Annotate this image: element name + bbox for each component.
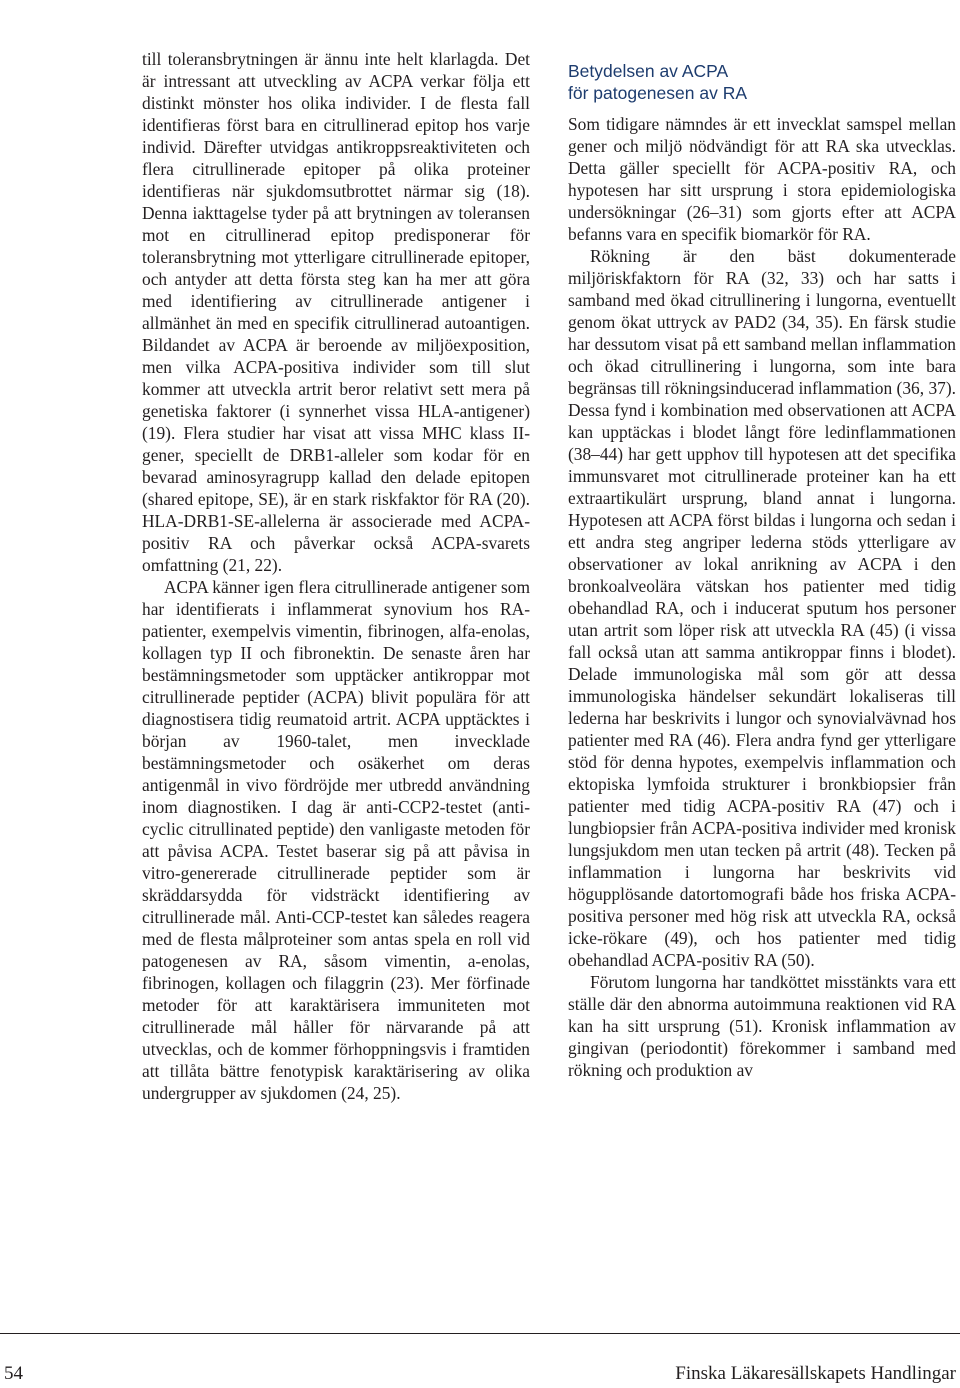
section-heading (568, 60, 956, 104)
footer-divider (0, 1333, 960, 1334)
page-number: 54 (4, 1363, 23, 1384)
journal-name: Finska Läkaresällskapets Handlingar (675, 1363, 956, 1384)
right-paragraph-1: Som tidigare nämndes är ett invecklat samspel mellan gener och miljö nödvändigt för att RA ska utvecklas. Detta gäller speciellt för ACPA-positiv RA, och hypotesen har sitt ursprung i stora epidemiologiska undersökningar (26–31) som gjorts efter att ACPA befanns vara en specifik biomarkör för RA. (568, 114, 956, 244)
right-paragraph-2: Rökning är den bäst dokumenterade miljöriskfaktorn för RA (32, 33) och har satts i samband med ökad citrullinering i lungorna, eventuellt genom ökat uttryck av PAD2 (34, 35). En färsk studie har dessutom visat på ett samband mellan inflammation och ökad citrullinering i lungorna, som inte bara begränsas till rökningsinducerad inflammation (36, 37). Dessa fynd i kombination med observationen att ACPA kan upptäckas i blodet långt före ledinflammationen (38–44) har gett upphov till hypotesen att det specifika immunsvaret mot citrullinerade proteiner kan ha ett extraartikulärt ursprung, bland annat i lungorna. Hypotesen att ACPA först bildas i lungorna och sedan i ett andra steg angriper lederna stöds ytterligare av observationer av lokal anrikning av ACPA i den bronkoalveolära vätskan hos patienter med tidig obehandlad RA, och i inducerat sputum hos personer utan artrit som löper risk att utveckla RA (45) (i vissa fall också utan att samma antikroppar finns i blodet). Delade immunologiska mål som gör att dessa immunologiska händelser sekundärt lokaliseras till lederna har beskrivits i lungor och synovialvävnad hos patienter med RA (46). Flera andra fynd ger ytterligare stöd för denna hypotes, exempelvis inflammation och ektopiska lymfoida strukturer i bronkbiopsier från patienter med tidig ACPA-positiv RA (47) och i lungbiopsier från ACPA-positiva individer med kronisk lungsjukdom men utan tecken på artrit (48). Tecken på inflammation i lungorna har beskrivits vid högupplösande datortomografi både hos friska ACPA-positiva personer med hög risk att utveckla RA, också icke-rökare (49), och hos patienter med tidig obehandlad ACPA-positiv RA (50). (568, 246, 956, 970)
left-text-column (142, 48, 530, 1104)
section-heading-line-1: Betydelsen av ACPA (568, 61, 729, 81)
left-paragraph-2: ACPA känner igen flera citrullinerade antigener som har identifierats i inflammerat synovium hos RA-patienter, exempelvis vimentin, fibrinogen, alfa-enolas, kollagen typ II och fibronektin. De senaste åren har bestämningsmetoder som upptäcker antikroppar mot citrullinerade peptider (ACPA) blivit populära för att diagnostisera tidig reumatoid artrit. ACPA upptäcktes i början av 1960-talet, men invecklade bestämningsmetoder och osäkerhet om deras antigenmål in vivo fördröjde mer utbredd användning inom diagnostiken. I dag är anti-CCP2-testet (anti-cyclic citrullinated peptide) den vanligaste metoden för att påvisa ACPA. Testet baserar sig på att påvisa in vitro-genererade citrullinerade peptider som är skräddarsydda för vidsträckt identifiering av citrullinerade mål. Anti-CCP-testet kan således reagera med de flesta målproteiner som antas spela en roll vid patogenesen av RA, såsom vimentin, a-enolas, fibrinogen, kollagen och filaggrin (23). Mer förfinade metoder för att karaktärisera immuniteten mot citrullinerade mål håller för närvarande på att utvecklas, och de kommer förhoppningsvis i framtiden att tillåta bättre fenotypisk karaktärisering av olika undergrupper av sjukdomen (24, 25). (142, 577, 530, 1103)
right-text-column (568, 60, 956, 1081)
section-heading-line-2: för patogenesen av RA (568, 83, 748, 103)
right-paragraph-3: Förutom lungorna har tandköttet misstänkts vara ett ställe där den abnorma autoimmuna reaktionen vid RA kan ha sitt ursprung (51). Kronisk inflammation av gingivan (periodontit) förekommer i samband med rökning och produktion av (568, 972, 956, 1080)
left-paragraph-1: till toleransbrytningen är ännu inte helt klarlagda. Det är intressant att utveckling av ACPA verkar följa ett distinkt mönster hos olika individer. I de flesta fall identifieras först bara en citrullinerad epitop hos varje individ. Därefter utvidgas antikroppsreaktiviteten och flera citrullinerade epitoper på olika proteiner identifieras när sjukdomsutbrottet närmar sig (18). Denna iakttagelse tyder på att brytningen av toleransen mot en citrullinerad epitop predisponerar för toleransbrytning mot ytterligare citrullinerade epitoper, och antyder att detta första steg kan ha mer att göra med identifiering av citrullinerade antigener i allmänhet än med en specifik citrullinerad autoantigen. Bildandet av ACPA är beroende av miljöexposition, men vilka ACPA-positiva individer som till slut kommer att utveckla artrit beror relativt sett mera på genetiska faktorer (i synnerhet vissa HLA-antigener) (19). Flera studier har visat att vissa MHC klass II-gener, speciellt de DRB1-alleler som kodar för en bevarad aminosyragrupp kallad den delade epitopen (shared epitope, SE), är en stark riskfaktor för RA (20). HLA-DRB1-SE-allelerna är associerade med ACPA-positiv RA och påverkar också ACPA-svarets omfattning (21, 22). (142, 49, 530, 575)
